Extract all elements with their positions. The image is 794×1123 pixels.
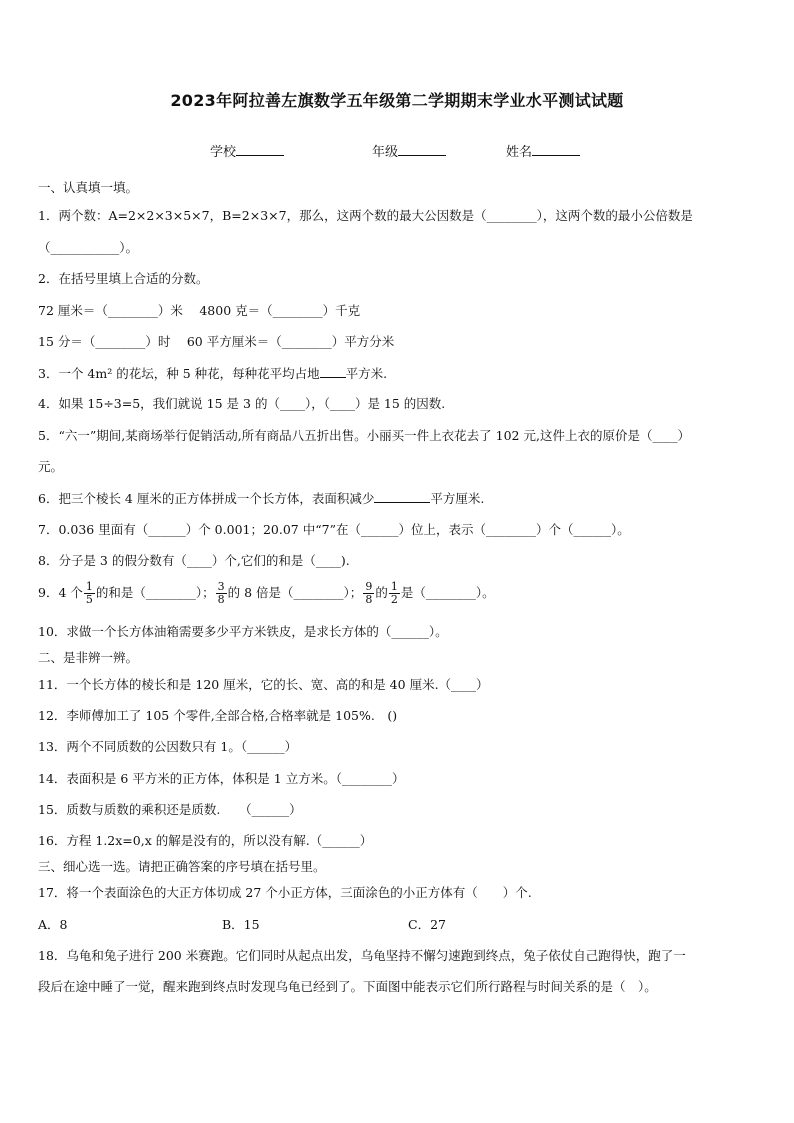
question-6-blank[interactable] — [374, 490, 430, 503]
fraction-numerator: 9 — [365, 580, 373, 593]
question-18-line-2: 段后在途中睡了一觉，醒来跑到终点时发现乌龟已经到了。下面图中能表示它们所行路程与时间关系的是（ ）。 — [38, 979, 657, 994]
question-2-row-1: 72 厘米＝（________）米 4800 克＝（________）千克 — [38, 303, 361, 318]
fraction-denominator: 8 — [217, 593, 225, 606]
question-1-line-1: 1．两个数：A=2×2×3×5×7，B=2×3×7，那么，这两个数的最大公因数是（________），这两个数的最小公倍数是 — [38, 208, 693, 223]
section-2-heading: 二、是非辨一辨。 — [38, 650, 139, 665]
question-5-line-1: 5．“六一”期间,某商场举行促销活动,所有商品八五折出售。小丽买一件上衣花去了 102 元,这件上衣的原价是（____） — [38, 428, 690, 443]
fraction-9-8 — [363, 581, 374, 606]
question-14: 14．表面积是 6 平方米的正方体，体积是 1 立方米。（________） — [38, 771, 405, 786]
question-6 — [38, 490, 760, 507]
section-1-heading: 一、认真填一填。 — [38, 180, 139, 195]
fraction-3-8 — [216, 581, 227, 606]
question-6-text: 6．把三个棱长 4 厘米的正方体拼成一个长方体，表面积减少 — [38, 491, 375, 506]
question-9-part-5: 是（________）。 — [400, 585, 495, 600]
fraction-numerator: 3 — [217, 580, 225, 593]
question-10: 10．求做一个长方体油箱需要多少平方米铁皮，是求长方体的（______）。 — [38, 624, 448, 639]
question-16: 16．方程 1.2x=0,x 的解是没有的，所以没有解.（______） — [38, 833, 373, 848]
question-3-blank[interactable] — [320, 365, 346, 378]
page-title: 2023年阿拉善左旗数学五年级第二学期期末学业水平测试试题 — [170, 91, 624, 110]
fraction-numerator: 1 — [390, 580, 398, 593]
grade-blank[interactable] — [398, 143, 446, 156]
question-9-part-2: 的和是（________）； — [95, 585, 215, 600]
question-17-option-a[interactable]: A．8 — [38, 917, 68, 932]
question-4: 4．如果 15÷3=5，我们就说 15 是 3 的（____），（____）是 15 的因数. — [38, 396, 446, 411]
fraction-1-2 — [389, 581, 400, 606]
question-9 — [38, 580, 760, 606]
question-7: 7．0.036 里面有（______）个 0.001；20.07 中“7”在（______）位上，表示（________）个（______）。 — [38, 522, 630, 537]
name-blank[interactable] — [532, 143, 580, 156]
question-17: 17．将一个表面涂色的大正方体切成 27 个小正方体，三面涂色的小正方体有（ ）个. — [38, 885, 532, 900]
question-18-line-1: 18．乌龟和兔子进行 200 米赛跑。它们同时从起点出发，乌龟坚持不懈匀速跑到终点，兔子依仗自己跑得快，跑了一 — [38, 948, 686, 963]
question-9-part-4: 的 — [375, 585, 388, 600]
question-11: 11．一个长方体的棱长和是 120 厘米，它的长、宽、高的和是 40 厘米.（____） — [38, 677, 489, 692]
school-label: 学校 — [210, 145, 237, 160]
question-5-line-2: 元。 — [38, 459, 64, 474]
question-2: 2．在括号里填上合适的分数。 — [38, 271, 209, 286]
name-field — [506, 141, 580, 160]
name-label: 姓名 — [506, 145, 533, 160]
question-6-unit: 平方厘米. — [430, 491, 485, 506]
fraction-denominator: 8 — [365, 593, 373, 606]
grade-field — [372, 141, 446, 160]
question-17-option-c[interactable]: C．27 — [408, 917, 446, 932]
question-3 — [38, 365, 760, 382]
question-2-row-2: 15 分＝（________）时 60 平方厘米＝（________）平方分米 — [38, 334, 395, 349]
fraction-numerator: 1 — [85, 580, 93, 593]
grade-label: 年级 — [372, 145, 399, 160]
question-17-option-b[interactable]: B．15 — [222, 917, 260, 932]
question-15: 15．质数与质数的乘积还是质数. （______） — [38, 802, 302, 817]
question-3-unit: 平方米. — [345, 366, 388, 381]
section-3-heading: 三、细心选一选。请把正确答案的序号填在括号里。 — [38, 859, 326, 874]
question-8: 8．分子是 3 的假分数有（____）个,它们的和是（____). — [38, 553, 350, 568]
school-field — [210, 141, 284, 160]
question-12: 12．李师傅加工了 105 个零件,全部合格,合格率就是 105%. () — [38, 708, 398, 723]
school-blank[interactable] — [236, 143, 284, 156]
fraction-1-5 — [84, 581, 95, 606]
fraction-denominator: 5 — [85, 593, 93, 606]
question-13: 13．两个不同质数的公因数只有 1。（______） — [38, 739, 298, 754]
question-1-line-2: （___________）。 — [38, 240, 139, 255]
question-3-text: 3．一个 4m² 的花坛，种 5 种花，每种花平均占地 — [38, 366, 320, 381]
question-9-part-3: 的 8 倍是（________）； — [227, 585, 363, 600]
question-9-part-1: 9．4 个 — [38, 585, 83, 600]
fraction-denominator: 2 — [390, 593, 398, 606]
